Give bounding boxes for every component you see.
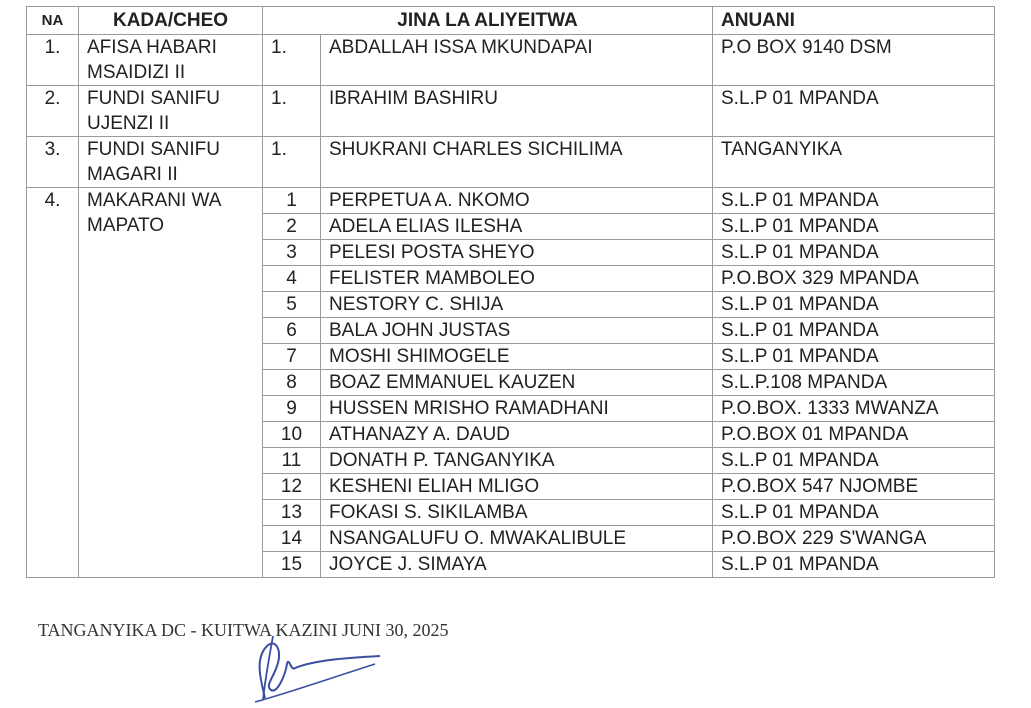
cell-address: TANGANYIKA: [713, 137, 995, 188]
cell-address: S.L.P 01 MPANDA: [713, 240, 995, 266]
cell-kada: AFISA HABARI MSAIDIZI II: [79, 35, 263, 86]
cell-address: S.L.P 01 MPANDA: [713, 448, 995, 474]
cell-address: P.O.BOX 01 MPANDA: [713, 422, 995, 448]
cell-name: FOKASI S. SIKILAMBA: [321, 500, 713, 526]
header-kada: KADA/CHEO: [79, 7, 263, 35]
cell-index: 1: [263, 188, 321, 214]
cell-index: 4: [263, 266, 321, 292]
cell-index: 14: [263, 526, 321, 552]
cell-index: 8: [263, 370, 321, 396]
cell-address: S.L.P 01 MPANDA: [713, 344, 995, 370]
cell-name: PELESI POSTA SHEYO: [321, 240, 713, 266]
cell-address: P.O.BOX 547 NJOMBE: [713, 474, 995, 500]
cell-index: 11: [263, 448, 321, 474]
cell-address: S.L.P 01 MPANDA: [713, 500, 995, 526]
cell-index: 5: [263, 292, 321, 318]
cell-name: BALA JOHN JUSTAS: [321, 318, 713, 344]
cell-index: 12: [263, 474, 321, 500]
cell-na: 2.: [27, 86, 79, 137]
cell-index: 1.: [263, 137, 321, 188]
cell-name: ABDALLAH ISSA MKUNDAPAI: [321, 35, 713, 86]
cell-address: P.O.BOX 229 S'WANGA: [713, 526, 995, 552]
cell-address: P.O BOX 9140 DSM: [713, 35, 995, 86]
cell-address: S.L.P.108 MPANDA: [713, 370, 995, 396]
cell-index: 15: [263, 552, 321, 578]
cell-index: 3: [263, 240, 321, 266]
header-anuani: ANUANI: [713, 7, 995, 35]
document-sheet: [26, 6, 995, 578]
header-jina: JINA LA ALIYEITWA: [263, 7, 713, 35]
cell-address: S.L.P 01 MPANDA: [713, 86, 995, 137]
cell-index: 1.: [263, 86, 321, 137]
cell-index: 9: [263, 396, 321, 422]
cell-index: 7: [263, 344, 321, 370]
cell-kada: FUNDI SANIFU UJENZI II: [79, 86, 263, 137]
cell-index: 10: [263, 422, 321, 448]
cell-address: S.L.P 01 MPANDA: [713, 292, 995, 318]
cell-name: ATHANAZY A. DAUD: [321, 422, 713, 448]
cell-address: P.O.BOX 329 MPANDA: [713, 266, 995, 292]
cell-na: 3.: [27, 137, 79, 188]
cell-index: 13: [263, 500, 321, 526]
cell-name: NESTORY C. SHIJA: [321, 292, 713, 318]
cell-name: HUSSEN MRISHO RAMADHANI: [321, 396, 713, 422]
cell-index: 1.: [263, 35, 321, 86]
cell-kada: FUNDI SANIFU MAGARI II: [79, 137, 263, 188]
table-body: [27, 35, 995, 578]
cell-index: 2: [263, 214, 321, 240]
cell-address: S.L.P 01 MPANDA: [713, 552, 995, 578]
appointees-table: [26, 6, 995, 578]
cell-name: ADELA ELIAS ILESHA: [321, 214, 713, 240]
cell-na: 1.: [27, 35, 79, 86]
table-row: [27, 86, 995, 137]
table-row: [27, 35, 995, 86]
cell-index: 6: [263, 318, 321, 344]
cell-name: FELISTER MAMBOLEO: [321, 266, 713, 292]
cell-name: KESHENI ELIAH MLIGO: [321, 474, 713, 500]
cell-kada: MAKARANI WA MAPATO: [79, 188, 263, 578]
signature: [225, 628, 385, 708]
cell-na: 4.: [27, 188, 79, 578]
header-row: [27, 7, 995, 35]
header-na: NA: [27, 7, 79, 35]
cell-name: NSANGALUFU O. MWAKALIBULE: [321, 526, 713, 552]
cell-name: PERPETUA A. NKOMO: [321, 188, 713, 214]
cell-name: MOSHI SHIMOGELE: [321, 344, 713, 370]
cell-address: S.L.P 01 MPANDA: [713, 214, 995, 240]
cell-name: JOYCE J. SIMAYA: [321, 552, 713, 578]
cell-name: SHUKRANI CHARLES SICHILIMA: [321, 137, 713, 188]
cell-address: S.L.P 01 MPANDA: [713, 188, 995, 214]
cell-name: BOAZ EMMANUEL KAUZEN: [321, 370, 713, 396]
table-row: [27, 137, 995, 188]
cell-address: P.O.BOX. 1333 MWANZA: [713, 396, 995, 422]
cell-name: IBRAHIM BASHIRU: [321, 86, 713, 137]
cell-address: S.L.P 01 MPANDA: [713, 318, 995, 344]
cell-name: DONATH P. TANGANYIKA: [321, 448, 713, 474]
table-row: [27, 188, 995, 214]
footer-text: TANGANYIKA DC - KUITWA KAZINI JUNI 30, 2025: [38, 620, 449, 640]
